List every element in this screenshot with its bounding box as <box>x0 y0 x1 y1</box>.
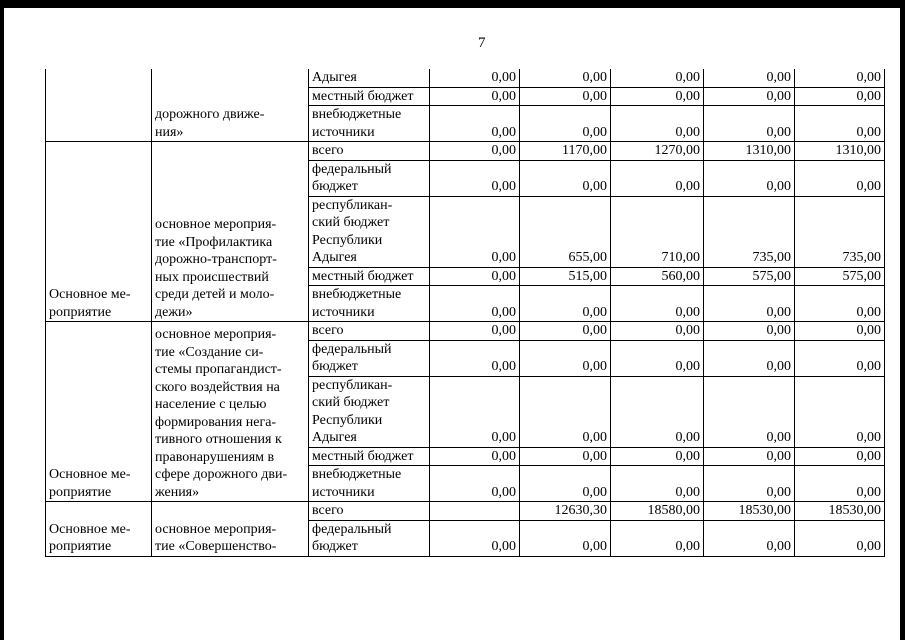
amount-cell: 0,00 <box>611 160 704 196</box>
amount-cell: 0,00 <box>611 466 704 502</box>
funding-source-cell: республикан- ский бюджет Республики Адыгея <box>309 376 430 447</box>
amount-cell: 0,00 <box>704 106 795 142</box>
amount-cell: 0,00 <box>795 466 885 502</box>
amount-cell: 0,00 <box>611 286 704 322</box>
funding-source-cell: республикан- ский бюджет Республики Адыгея <box>309 196 430 267</box>
amount-cell: 0,00 <box>704 520 795 556</box>
amount-cell: 0,00 <box>795 286 885 322</box>
amount-cell: 18530,00 <box>795 502 885 521</box>
amount-cell <box>430 502 520 521</box>
amount-cell: 1170,00 <box>520 142 611 161</box>
amount-cell: 710,00 <box>611 196 704 267</box>
amount-cell: 0,00 <box>520 466 611 502</box>
activity-type-cell <box>46 69 152 142</box>
amount-cell: 735,00 <box>795 196 885 267</box>
scan-border-top <box>0 0 905 8</box>
amount-cell: 0,00 <box>520 286 611 322</box>
amount-cell: 1310,00 <box>795 142 885 161</box>
funding-source-cell: федеральный бюджет <box>309 160 430 196</box>
amount-cell: 0,00 <box>520 87 611 106</box>
amount-cell: 0,00 <box>430 160 520 196</box>
amount-cell: 0,00 <box>430 286 520 322</box>
amount-cell: 0,00 <box>520 160 611 196</box>
amount-cell: 0,00 <box>430 322 520 341</box>
amount-cell: 0,00 <box>611 322 704 341</box>
table-row <box>46 142 885 161</box>
amount-cell: 0,00 <box>520 447 611 466</box>
amount-cell: 0,00 <box>795 447 885 466</box>
amount-cell: 0,00 <box>611 447 704 466</box>
funding-source-cell: внебюджетные источники <box>309 106 430 142</box>
amount-cell: 12630,30 <box>520 502 611 521</box>
amount-cell: 0,00 <box>520 106 611 142</box>
funding-source-cell: Адыгея <box>309 69 430 87</box>
funding-source-cell: всего <box>309 142 430 161</box>
table-row <box>46 322 885 341</box>
amount-cell: 560,00 <box>611 267 704 286</box>
scan-border-left <box>0 0 4 640</box>
amount-cell: 0,00 <box>430 87 520 106</box>
amount-cell: 0,00 <box>795 376 885 447</box>
activity-name-cell: основное мероприя- тие «Создание си- стемы пропагандист- ского воздействия на население с целью формирования нега- тивного отношения к правонарушениям в сфере дорожного дви- жения» <box>152 322 309 502</box>
amount-cell: 0,00 <box>704 160 795 196</box>
amount-cell: 0,00 <box>430 466 520 502</box>
funding-source-cell: всего <box>309 322 430 341</box>
amount-cell: 0,00 <box>520 520 611 556</box>
amount-cell: 0,00 <box>795 69 885 87</box>
amount-cell: 0,00 <box>704 447 795 466</box>
amount-cell: 1270,00 <box>611 142 704 161</box>
amount-cell: 0,00 <box>430 447 520 466</box>
funding-source-cell: всего <box>309 502 430 521</box>
budget-table-body <box>46 69 885 556</box>
amount-cell: 0,00 <box>704 322 795 341</box>
amount-cell: 655,00 <box>520 196 611 267</box>
amount-cell: 0,00 <box>430 106 520 142</box>
amount-cell: 0,00 <box>430 69 520 87</box>
amount-cell: 515,00 <box>520 267 611 286</box>
funding-source-cell: местный бюджет <box>309 87 430 106</box>
amount-cell: 0,00 <box>611 520 704 556</box>
amount-cell: 0,00 <box>795 520 885 556</box>
amount-cell: 0,00 <box>430 267 520 286</box>
funding-source-cell: внебюджетные источники <box>309 466 430 502</box>
amount-cell: 0,00 <box>704 340 795 376</box>
scan-border-right <box>900 0 905 640</box>
activity-name-cell: основное мероприя- тие «Совершенство- <box>152 502 309 557</box>
amount-cell: 0,00 <box>611 106 704 142</box>
amount-cell: 0,00 <box>611 69 704 87</box>
amount-cell: 1310,00 <box>704 142 795 161</box>
amount-cell: 575,00 <box>704 267 795 286</box>
amount-cell: 0,00 <box>795 340 885 376</box>
amount-cell: 575,00 <box>795 267 885 286</box>
amount-cell: 0,00 <box>430 196 520 267</box>
funding-source-cell: внебюджетные источники <box>309 286 430 322</box>
amount-cell: 0,00 <box>704 286 795 322</box>
amount-cell: 0,00 <box>520 322 611 341</box>
amount-cell: 0,00 <box>430 340 520 376</box>
amount-cell: 0,00 <box>704 376 795 447</box>
page-number: 7 <box>478 35 486 51</box>
amount-cell: 0,00 <box>704 69 795 87</box>
amount-cell: 0,00 <box>704 466 795 502</box>
amount-cell: 0,00 <box>704 87 795 106</box>
activity-type-cell: Основное ме- роприятие <box>46 142 152 322</box>
amount-cell: 0,00 <box>430 520 520 556</box>
amount-cell: 0,00 <box>611 376 704 447</box>
amount-cell: 0,00 <box>795 106 885 142</box>
amount-cell: 18580,00 <box>611 502 704 521</box>
amount-cell: 0,00 <box>430 142 520 161</box>
amount-cell: 0,00 <box>795 87 885 106</box>
funding-source-cell: местный бюджет <box>309 447 430 466</box>
amount-cell: 0,00 <box>520 376 611 447</box>
funding-source-cell: местный бюджет <box>309 267 430 286</box>
amount-cell: 0,00 <box>520 69 611 87</box>
amount-cell: 18530,00 <box>704 502 795 521</box>
amount-cell: 0,00 <box>795 160 885 196</box>
amount-cell: 0,00 <box>430 376 520 447</box>
amount-cell: 0,00 <box>611 87 704 106</box>
activity-name-cell: основное мероприя- тие «Профилактика дорожно-транспорт- ных происшествий среди детей и моло- дежи» <box>152 142 309 322</box>
activity-type-cell: Основное ме- роприятие <box>46 502 152 557</box>
table-row <box>46 502 885 521</box>
activity-type-cell: Основное ме- роприятие <box>46 322 152 502</box>
funding-source-cell: федеральный бюджет <box>309 520 430 556</box>
amount-cell: 735,00 <box>704 196 795 267</box>
table-row <box>46 69 885 87</box>
funding-source-cell: федеральный бюджет <box>309 340 430 376</box>
amount-cell: 0,00 <box>520 340 611 376</box>
budget-table <box>45 69 885 557</box>
activity-name-cell: дорожного движе- ния» <box>152 69 309 142</box>
amount-cell: 0,00 <box>611 340 704 376</box>
amount-cell: 0,00 <box>795 322 885 341</box>
